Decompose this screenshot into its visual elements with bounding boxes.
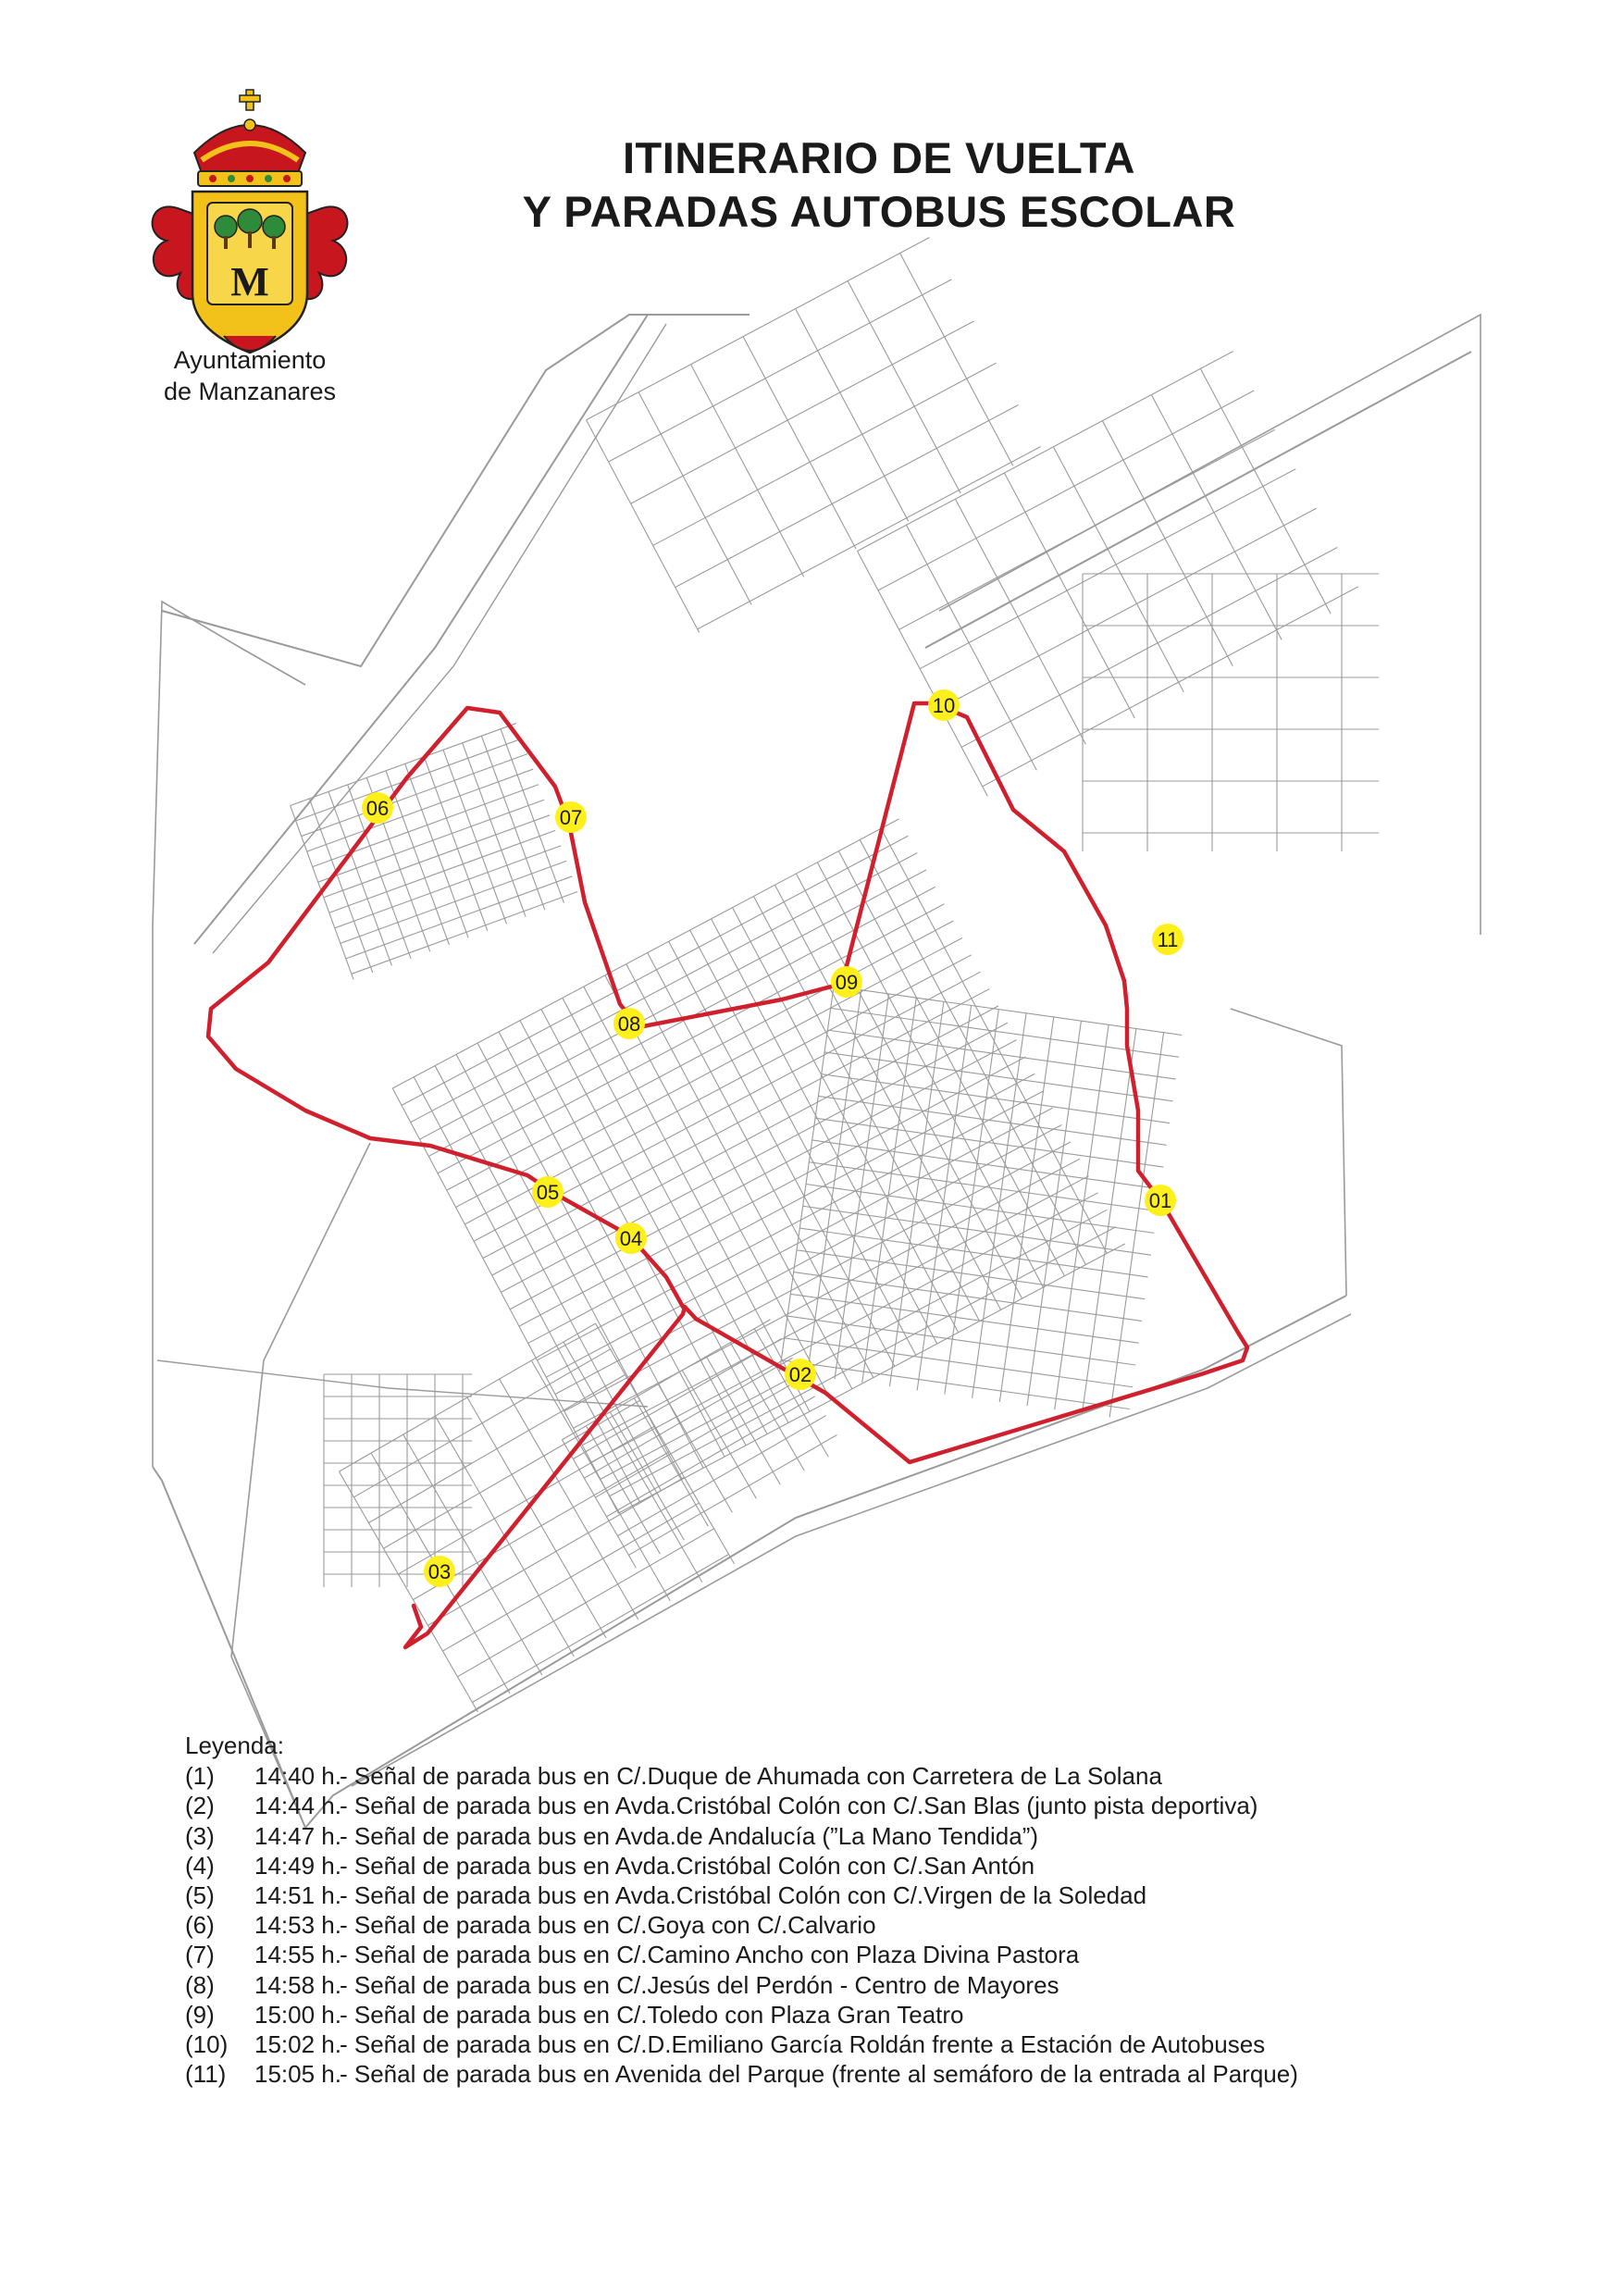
- legend-num: (6): [185, 1911, 215, 1940]
- legend-time: 14:55 h.: [254, 1941, 341, 1969]
- legend-entry: [185, 2059, 1527, 2089]
- legend-time: 14:53 h.: [254, 1911, 341, 1940]
- stop-label: 11: [1157, 928, 1179, 951]
- street-network: [153, 238, 1481, 1828]
- stop-marker-09: [831, 966, 862, 998]
- street-block-grid: [1083, 574, 1379, 851]
- legend-text: - Señal de parada bus en Avda.Cristóbal Colón con C/.Virgen de la Soledad: [340, 1881, 1147, 1910]
- legend-time: 14:40 h.: [254, 1762, 341, 1791]
- stop-label: 05: [536, 1181, 560, 1204]
- legend-time: 15:00 h.: [254, 2000, 341, 2029]
- street-block-grid: [780, 987, 1183, 1421]
- route-east: [842, 703, 1161, 1201]
- legend-time: 14:44 h.: [254, 1792, 341, 1820]
- stop-marker-11: [1152, 924, 1183, 955]
- legend-num: (7): [185, 1941, 215, 1969]
- legend-text: - Señal de parada bus en Avda.Cristóbal Colón con C/.San Antón: [340, 1851, 1035, 1880]
- railway-line: [194, 315, 648, 944]
- legend-entry: [185, 1970, 1527, 2000]
- stop-label: 07: [559, 806, 583, 829]
- legend-num: (1): [185, 1762, 215, 1791]
- stop-label: 02: [788, 1363, 812, 1386]
- logo-letter: M: [230, 259, 269, 304]
- street-block-grid: [562, 1320, 844, 1569]
- legend-entry: [185, 1910, 1527, 1940]
- stop-label: 06: [365, 797, 390, 820]
- stop-label: 04: [619, 1227, 643, 1250]
- legend-time: 15:05 h.: [254, 2060, 341, 2089]
- org-line-2: de Manzanares: [163, 378, 337, 405]
- legend-text: - Señal de parada bus en C/.Goya con C/.Calvario: [340, 1911, 876, 1940]
- stop-marker-10: [928, 689, 960, 721]
- route-south: [405, 1201, 1247, 1647]
- legend-text: - Señal de parada bus en Avda.Cristóbal Colón con C/.San Blas (junto pista deportiva): [340, 1792, 1258, 1820]
- stop-label: 01: [1148, 1189, 1172, 1212]
- stop-label: 08: [617, 1012, 641, 1036]
- bus-route: [208, 703, 1247, 1647]
- legend-text: - Señal de parada bus en C/.Camino Ancho con Plaza Divina Pastora: [340, 1941, 1080, 1969]
- route-west: [208, 708, 842, 1307]
- legend-time: 14:49 h.: [254, 1851, 341, 1880]
- street-block-grid: [339, 1323, 734, 1712]
- stop-marker-07: [555, 801, 587, 833]
- legend-entry: [185, 1791, 1527, 1820]
- legend-num: (2): [185, 1792, 215, 1820]
- legend-list: [185, 1761, 1527, 2089]
- legend-text: - Señal de parada bus en Avda.de Andalucía (”La Mano Tendida”): [340, 1821, 1039, 1850]
- legend-entry: [185, 2000, 1527, 2029]
- stop-marker-04: [615, 1222, 647, 1254]
- stop-label: 03: [427, 1560, 452, 1583]
- legend-text: - Señal de parada bus en C/.D.Emiliano García Roldán frente a Estación de Autobuses: [340, 2030, 1266, 2059]
- legend-time: 14:58 h.: [254, 1970, 341, 1999]
- legend-entry: [185, 1880, 1527, 1910]
- legend-text: - Señal de parada bus en C/.Duque de Ahumada con Carretera de La Solana: [340, 1762, 1162, 1791]
- legend-num: (4): [185, 1851, 215, 1880]
- legend: [185, 1731, 1527, 2089]
- legend-num: (8): [185, 1970, 215, 1999]
- stop-marker-06: [362, 792, 393, 824]
- legend-num: (11): [185, 2060, 227, 2089]
- legend-entry: [185, 1821, 1527, 1851]
- stop-label: 09: [835, 971, 859, 994]
- stop-marker-01: [1145, 1185, 1176, 1216]
- stop-label: 10: [932, 694, 956, 717]
- legend-text: - Señal de parada bus en C/.Jesús del Perdón - Centro de Mayores: [340, 1970, 1059, 1999]
- northeast-avenue: [925, 352, 1471, 648]
- stop-marker-08: [613, 1008, 645, 1039]
- legend-num: (3): [185, 1821, 215, 1850]
- street-block-grid: [587, 238, 1043, 633]
- legend-entry: [185, 2029, 1527, 2059]
- legend-title: Leyenda:: [185, 1731, 284, 1759]
- legend-text: - Señal de parada bus en C/.Toledo con Plaza Gran Teatro: [340, 2000, 964, 2029]
- street-block-grid: [324, 1374, 472, 1587]
- legend-time: 15:02 h.: [254, 2030, 341, 2059]
- title-line-1: ITINERARIO DE VUELTA: [623, 133, 1135, 182]
- legend-time: 14:47 h.: [254, 1821, 341, 1850]
- legend-entry: [185, 1851, 1527, 1880]
- org-line-1: Ayuntamiento: [173, 346, 327, 374]
- legend-time: 14:51 h.: [254, 1881, 341, 1910]
- stop-marker-05: [532, 1176, 564, 1208]
- stop-marker-03: [424, 1556, 455, 1587]
- legend-entry: [185, 1761, 1527, 1791]
- legend-entry: [185, 1940, 1527, 1969]
- title-line-2: Y PARADAS AUTOBUS ESCOLAR: [522, 187, 1236, 236]
- legend-num: (9): [185, 2000, 215, 2029]
- bus-stops: [362, 689, 1183, 1587]
- legend-text: - Señal de parada bus en Avenida del Parque (frente al semáforo de la entrada al Parque): [340, 2060, 1298, 2089]
- stop-marker-02: [785, 1359, 816, 1390]
- legend-num: (5): [185, 1881, 215, 1910]
- legend-num: (10): [185, 2030, 229, 2059]
